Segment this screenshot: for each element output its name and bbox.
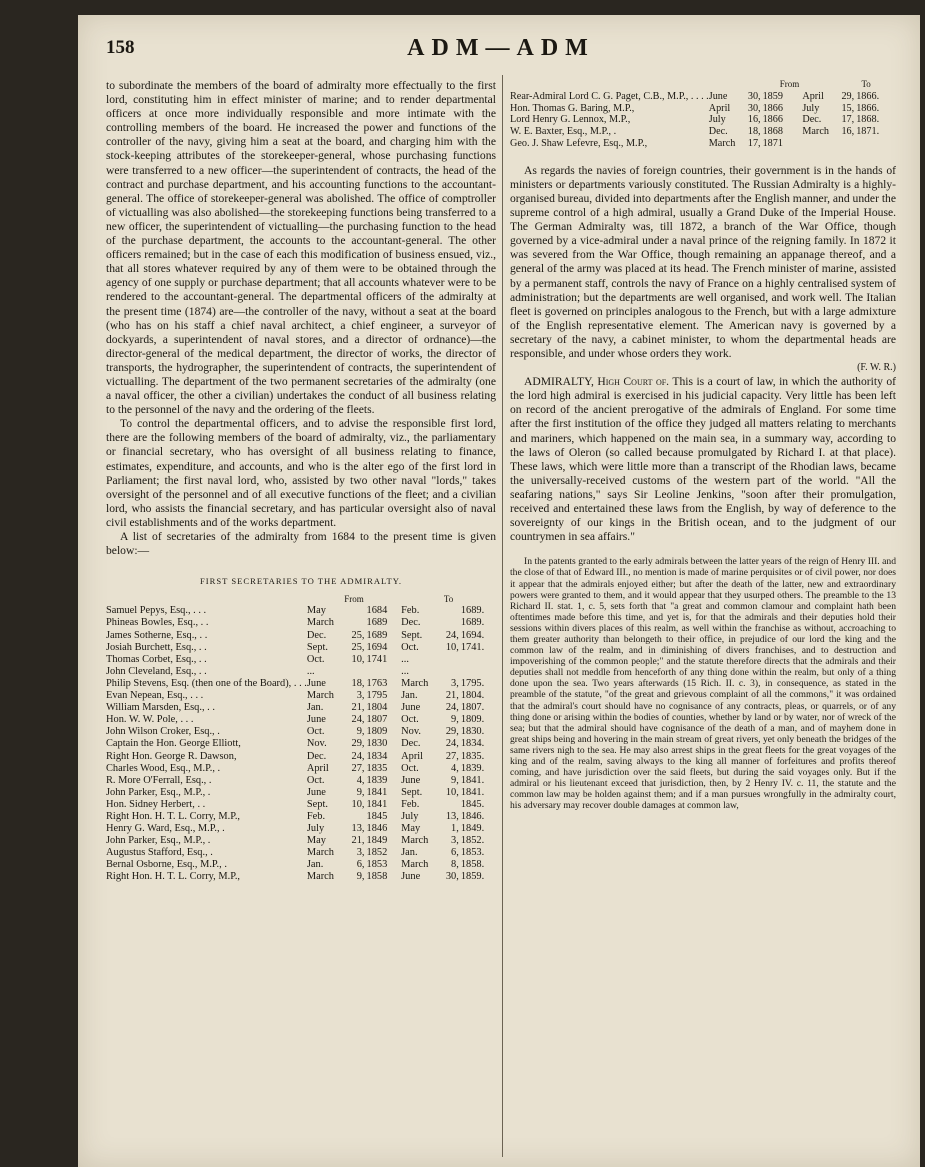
from-year: 1830 <box>366 738 388 750</box>
from-year <box>367 666 402 678</box>
from-day: 10, <box>351 798 365 810</box>
to-month: June <box>401 702 421 714</box>
from-month: Oct. <box>306 726 325 738</box>
from-month: Sept. <box>306 798 328 810</box>
secretary-name: Hon. W. W. Pole, . . . <box>106 714 194 726</box>
from-day: 24, <box>351 750 365 762</box>
to-day: 16, <box>841 126 855 138</box>
to-year: 1849. <box>460 823 485 835</box>
to-year: 1795. <box>460 677 485 689</box>
from-year: 1866 <box>762 114 783 126</box>
table-row <box>106 617 496 629</box>
secretary-name: Josiah Burchett, Esq., . . <box>106 641 207 653</box>
table-row <box>510 138 896 150</box>
secretary-name: John Parker, Esq., M.P., . <box>106 786 211 798</box>
from-day: 18, <box>351 677 365 689</box>
table-header-row <box>510 79 896 91</box>
table-row <box>106 823 496 835</box>
to-day: 24, <box>445 629 459 641</box>
to-month: March <box>401 677 429 689</box>
right-paragraph-3: In the patents granted to the early admirals between the latter years of the reign of Henry III. and the close of that of Edward III., no mention is made of marine perquisites or of civil power, nor does it appear that the admirals enjoyed either; but after the death of the latter, new and extraordinary powers were granted to them, and it would appear that they usurped others. The preamble to the 13 Richard II. stat. 1, c. 5, sets forth that "a great and common clamour and complaint hath been oftentimes made before this time, and yet is, for that the admirals and their deputies hold their sessions within divers places of this realm, as well within the franchise as without, accroaching to them greater authority than belongeth to their office, in prejudice of our lord the king and the common law of the realm, and in diminishing of divers franchises, and to destruction and impoverishing of the common people;" and the statute therefore directs that the admirals and their deputies shall not meddle from henceforth of any thing done within the realm, but only of a thing done upon the sea. Two years afterwards (15 Rich. II. c. 3), in consequence, as stated in the preamble of the statute, "of the great and grievous complaint of all the commons," it was ordained that the admiral's court should have no cognisance of any contracts, pleas, or quarrels, or of any thing done or arising within the bodies of counties, whether by land or by water, nor of wreck of the sea; but that the admiral should have cognisance of the death of a man, and of mayhem done in great ships being and hovering in the main stream of great rivers, yet only beneath the bridges of the same rivers nigh to the sea. He may also arrest ships in the great fleets for the great voyages of the king and of the realm, saving always to the king all manner of forfeitures and profits thereof coming, and have jurisdiction over the said fleets, but during the said voyages only. But if the admiral or his lieutenant exceed that jurisdiction, then, by 2 Henry IV. c. 11, the statute and the common law may be holden against them; and if a man pursues wrongfully in the admiralty court, his adversary may recover double damages at common law, <box>510 556 896 812</box>
from-day: 9, <box>356 871 365 883</box>
secretary-name: John Parker, Esq., M.P., . <box>106 835 211 847</box>
from-year: 1684 <box>366 605 388 617</box>
to-year: 1809. <box>460 714 485 726</box>
from-day: 27, <box>351 762 365 774</box>
to-month: Sept. <box>401 786 423 798</box>
to-day: 29, <box>841 90 855 102</box>
to-year: 1839. <box>460 762 485 774</box>
secretary-name: John Wilson Croker, Esq., . <box>106 726 220 738</box>
to-month <box>802 138 836 150</box>
from-day <box>344 617 366 629</box>
to-year: 1689. <box>460 617 485 629</box>
to-day: 8, <box>451 859 459 871</box>
to-day: 3, <box>451 835 459 847</box>
table-row <box>106 871 496 883</box>
from-month: March <box>306 617 334 629</box>
to-day: 29, <box>445 726 459 738</box>
from-month: Feb. <box>306 810 326 822</box>
from-month: March <box>306 871 334 883</box>
from-month: Dec. <box>306 750 327 762</box>
from-year: 1839 <box>366 774 388 786</box>
to-month: Oct. <box>401 714 419 726</box>
table-row <box>106 775 496 787</box>
section-heading: ADMIRALTY, High Court of. <box>524 375 670 389</box>
to-day: 13, <box>445 810 459 822</box>
to-day <box>439 666 461 678</box>
to-year: 1841. <box>460 786 485 798</box>
book-page <box>78 15 920 1167</box>
from-day: 13, <box>351 823 365 835</box>
to-day: 17, <box>841 114 855 126</box>
from-day: 4, <box>356 774 365 786</box>
to-year: 1845. <box>460 798 485 810</box>
secretary-name: Bernal Osborne, Esq., M.P., . <box>106 859 227 871</box>
from-header: From <box>779 79 800 89</box>
from-year: 1834 <box>366 750 388 762</box>
from-year: 1835 <box>366 762 388 774</box>
to-year: 1694. <box>460 629 485 641</box>
table-row <box>106 714 496 726</box>
to-year: 1834. <box>460 738 485 750</box>
secretaries-table <box>106 593 496 883</box>
to-day: 30, <box>445 871 459 883</box>
from-month: Oct. <box>306 653 325 665</box>
secretaries-table-title: FIRST SECRETARIES TO THE ADMIRALTY. <box>199 576 402 587</box>
secretary-name: Philip Stevens, Esq. (then one of the Board), . . . <box>106 677 307 689</box>
from-year: 1846 <box>366 823 388 835</box>
to-month: Dec. <box>401 738 421 750</box>
table-row <box>106 835 496 847</box>
from-year: 1804 <box>366 702 388 714</box>
from-year: 1763 <box>366 677 388 689</box>
left-paragraph-3: A list of secretaries of the admiralty from 1684 to the present time is given below:— <box>106 530 496 558</box>
from-day: 10, <box>351 653 365 665</box>
from-month: June <box>708 90 728 102</box>
to-day: 10, <box>445 786 459 798</box>
to-month: Dec. <box>802 114 822 126</box>
from-day: 24, <box>351 714 365 726</box>
to-header: To <box>443 594 454 605</box>
from-day <box>344 811 366 823</box>
to-day: 21, <box>445 690 459 702</box>
table-row <box>106 726 496 738</box>
to-day <box>439 799 461 811</box>
from-month: ... <box>306 665 315 677</box>
to-year: 1841. <box>460 774 485 786</box>
secretary-name: Right Hon. H. T. L. Corry, M.P., <box>106 810 241 822</box>
secretaries-table-continued <box>510 79 896 150</box>
from-month: May <box>306 835 326 847</box>
from-year: 1852 <box>366 847 388 859</box>
table-row <box>106 605 496 617</box>
from-year: 1849 <box>366 835 388 847</box>
from-month: Sept. <box>306 641 328 653</box>
table-row <box>106 642 496 654</box>
from-year: 1866 <box>762 102 783 114</box>
from-month: July <box>708 114 726 126</box>
to-month: March <box>802 126 829 138</box>
secretary-name: R. More O'Ferrall, Esq., . <box>106 774 212 786</box>
to-month: May <box>401 823 421 835</box>
table-header-row <box>106 593 496 605</box>
from-year: 1689 <box>366 617 388 629</box>
table-row <box>106 763 496 775</box>
secretary-name: Captain the Hon. George Elliott, <box>106 738 241 750</box>
table-row <box>510 126 896 138</box>
to-day: 15, <box>841 102 855 114</box>
from-month: March <box>306 690 334 702</box>
to-year: 1807. <box>460 702 485 714</box>
to-day: 3, <box>451 677 459 689</box>
from-month: Dec. <box>306 629 327 641</box>
secretary-name: William Marsden, Esq., . . <box>106 702 215 714</box>
from-month: Dec. <box>708 126 728 138</box>
to-year: 1846. <box>460 810 485 822</box>
to-day: 9, <box>451 714 459 726</box>
page-number: 158 <box>106 37 135 58</box>
to-day: 9, <box>451 774 459 786</box>
table-row <box>510 103 896 115</box>
to-day <box>836 138 856 150</box>
to-month: March <box>401 859 429 871</box>
to-month: March <box>401 835 429 847</box>
to-month: Jan. <box>401 847 418 859</box>
from-day: 9, <box>356 726 365 738</box>
secretary-name: Right Hon. H. T. L. Corry, M.P., <box>106 871 241 883</box>
secretary-name: Hon. Sidney Herbert, . . <box>106 798 206 810</box>
to-year: 1741. <box>460 641 485 653</box>
to-month: April <box>802 90 824 102</box>
from-day: 16, <box>747 114 761 126</box>
table-row <box>106 666 496 678</box>
to-year <box>461 654 496 666</box>
left-paragraph-2: To control the departmental officers, and to advise the responsible first lord, there are the following members of the board of admiralty, viz., the parliamentary or financial secretary, who has oversight of all business relating to finance, estimates, expenditure, and accounts, and who is the alter ego of the first lord in Parliament; the first naval lord, who, assisted by two other naval "lords," takes oversight of the personnel and of all executive functions of the fleet; and a civilian lord, who assists the financial secretary, and has particular oversight also of naval civil establishments and of the works department. <box>106 417 496 529</box>
secretary-name: Lord Henry G. Lennox, M.P., <box>510 114 631 126</box>
secretary-name: Evan Nepean, Esq., . . . <box>106 690 204 702</box>
secretary-name: Geo. J. Shaw Lefevre, Esq., M.P., <box>510 137 648 149</box>
to-month: July <box>401 810 419 822</box>
to-month: June <box>401 774 421 786</box>
page-header <box>106 37 896 67</box>
to-month: Jan. <box>401 690 418 702</box>
to-day: 1, <box>451 823 459 835</box>
from-month: April <box>306 762 329 774</box>
to-year: 1689. <box>460 605 485 617</box>
to-month: Oct. <box>401 641 419 653</box>
to-month: Nov. <box>401 726 421 738</box>
secretary-name: Hon. Thomas G. Baring, M.P., <box>510 102 635 114</box>
secretary-name: James Sotherne, Esq., . . <box>106 629 208 641</box>
to-month: Sept. <box>401 629 423 641</box>
from-year: 1795 <box>366 690 388 702</box>
from-day <box>344 605 366 617</box>
from-month: June <box>306 714 326 726</box>
to-month: April <box>401 750 424 762</box>
from-year: 1741 <box>366 653 388 665</box>
secretary-name: Augustus Stafford, Esq., . <box>106 847 213 859</box>
to-day <box>439 654 461 666</box>
to-day: 6, <box>451 847 459 859</box>
to-year: 1868. <box>856 114 880 126</box>
to-month: ... <box>401 653 409 665</box>
to-year: 1853. <box>460 847 485 859</box>
right-column <box>510 79 896 811</box>
secretary-name: Thomas Corbet, Esq., . . <box>106 653 207 665</box>
from-month: March <box>708 137 736 149</box>
author-signoff: (F. W. R.) <box>857 362 896 374</box>
from-year: 1689 <box>366 629 388 641</box>
from-day: 21, <box>351 702 365 714</box>
secretary-name: Right Hon. George R. Dawson, <box>106 750 237 762</box>
to-year <box>856 138 896 150</box>
to-year: 1830. <box>460 726 485 738</box>
from-month: May <box>306 605 326 617</box>
secretary-name: Phineas Bowles, Esq., . . <box>106 617 209 629</box>
right-paragraph-2 <box>510 375 896 544</box>
from-month: July <box>306 823 325 835</box>
from-day: 21, <box>351 835 365 847</box>
secretary-name: Samuel Pepys, Esq., . . . <box>106 605 207 617</box>
left-paragraph-1: to subordinate the members of the board of admiralty more effectually to the first lord, constituting him in effect minister of marine; and to render departmental officers at once more individually responsible and more intimate with the controlling members of the board. He increased the power and functions of the controller of the navy, giving him a seat at the board, and charging him with the stock-keeping attributes of the storekeeper-general, whose purchasing functions were transferred to a new officer—the superintendent of contracts, the head of the contract and purchase department, and his accounting functions to the accountant-general. The office of storekeeper-general was abolished. The office of comptroller of victualling was also abolished—the storekeeping functions being transferred to a new officer, the superintendent of victualling—the purchasing function to the head of the purchase department, the accounts to the accountant-general. The other officers remained; but in the case of each this modification of business ensued, viz., that all stores whatever required by any of them were to be obtained through the agency of one supply or purchase department; that all accounts whatever were to be rendered to the accountant-general. The departmental officers of the admiralty at the present time (1874) are—the controller of the navy, without a seat at the board (who has on his staff a chief naval architect, a chief engineer, a surveyor of dockyards, a superintendent of naval stores, and a director of ordnance)—the director-general of the medical department, the director of works, the director of transports, the hydrographer, the superintendent of contracts, the superintendent of victualling. The department of the two permanent secretaries of the admiralty (one a naval officer, the other a civilian) undertakes the conduct of all business relating to the personnel of the navy and the ordering of the fleets. <box>106 79 496 417</box>
to-year: 1866. <box>856 90 880 102</box>
from-year: 1809 <box>366 726 388 738</box>
left-column <box>106 79 496 884</box>
from-header: From <box>344 594 364 605</box>
from-month: Nov. <box>306 738 327 750</box>
to-month: Oct. <box>401 762 419 774</box>
to-day: 24, <box>445 702 459 714</box>
to-year: 1804. <box>460 690 485 702</box>
to-year: 1871. <box>856 126 880 138</box>
from-year: 1841 <box>366 786 388 798</box>
to-day: 10, <box>445 641 459 653</box>
secretary-name: John Cleveland, Esq., . . <box>106 665 207 677</box>
signoff-row <box>510 361 896 375</box>
to-day: 27, <box>445 750 459 762</box>
from-day: 3, <box>356 690 365 702</box>
from-month: April <box>708 102 731 114</box>
from-day: 17, <box>747 137 761 149</box>
from-year: 1694 <box>366 641 388 653</box>
from-day: 25, <box>351 641 365 653</box>
table-row <box>106 751 496 763</box>
from-year: 1858 <box>366 871 388 883</box>
to-day: 4, <box>451 762 459 774</box>
from-day <box>344 666 366 678</box>
from-year: 1807 <box>366 714 388 726</box>
table-row <box>106 678 496 690</box>
from-day: 30, <box>747 90 761 102</box>
right-paragraph-1: As regards the navies of foreign countries, their government is in the hands of ministers or departments variously constituted. The Russian Admiralty is a highly-organised bureau, divided into departments after the English manner, and under the supreme control of a high admiral, usually a Grand Duke of the Imperial House. The German Admiralty was, till 1872, a branch of the War Office, though governed by a vice-admiral under a naval prince of the reigning family. In 1872 it was severed from the War Office, though remaining an appanage thereof, and a general of the army was placed at its head. The French minister of marine, assisted by a permanent staff, controls the navy of France on a highly centralised system of administration; but the departments are well organised, and work well. The Italian fleet is governed on principles analogous to the French, but with a large admixture of the English representative element. The American navy is governed by a secretary of the navy, a cabinet minister, to whom the departmental heads are responsible, and under whose orders they work. <box>510 163 896 360</box>
to-day: 24, <box>445 738 459 750</box>
table-row <box>106 654 496 666</box>
from-day: 18, <box>747 126 761 138</box>
from-day: 25, <box>351 629 365 641</box>
to-year: 1835. <box>460 750 485 762</box>
from-month: March <box>306 847 334 859</box>
from-year: 1845 <box>366 810 388 822</box>
to-year <box>461 666 496 678</box>
from-day: 6, <box>356 859 365 871</box>
from-month: Oct. <box>306 774 325 786</box>
to-month: Feb. <box>401 798 420 810</box>
from-month: Jan. <box>306 859 324 871</box>
table-row <box>106 630 496 642</box>
table-row <box>106 787 496 799</box>
from-month: June <box>306 786 326 798</box>
table-row <box>106 811 496 823</box>
from-year: 1841 <box>366 798 388 810</box>
column-divider <box>502 75 503 1157</box>
from-day: 3, <box>356 847 365 859</box>
from-year: 1853 <box>366 859 388 871</box>
table-row <box>106 847 496 859</box>
to-year: 1859. <box>460 871 485 883</box>
from-month: Jan. <box>306 702 324 714</box>
from-day: 9, <box>356 786 365 798</box>
to-year: 1866. <box>856 102 880 114</box>
secretary-name: W. E. Baxter, Esq., M.P., . <box>510 126 617 138</box>
to-year: 1858. <box>460 859 485 871</box>
to-day <box>439 617 461 629</box>
table-row <box>106 690 496 702</box>
right-paragraph-2-text: This is a court of law, in which the authority of the lord high admiral is exercised in his judicial capacity. Very little has been left on record of the ancient prerogative of the admirals of England. For some time after the first institution of the office they judged all matters relating to merchants and mariners, which happened on the main sea, in a summary way, according to the laws of Oleron (so called because promulgated by Richard I. at that place). These laws, which were little more than a transcript of the Rhodian laws, became the universally-received customs of the western part of the world. "All the seafaring nations," says Sir Leoline Jenkins, "soon after their promulgation, received and entertained these laws from the English, by way of deference to the sovereignty of our kings in the British ocean, and to the judgment of our countrymen in sea affairs." <box>510 375 896 544</box>
table-row <box>510 91 896 103</box>
table-row <box>106 702 496 714</box>
to-month: July <box>802 102 820 114</box>
to-year: 1852. <box>460 835 485 847</box>
from-month: June <box>306 677 326 689</box>
to-month: June <box>401 871 421 883</box>
to-month: Feb. <box>401 605 420 617</box>
secretary-name: Rear-Admiral Lord C. G. Paget, C.B., M.P., . . . . <box>510 90 709 102</box>
table-row <box>510 114 896 126</box>
to-month: Dec. <box>401 617 421 629</box>
to-header: To <box>861 79 871 89</box>
from-day: 29, <box>351 738 365 750</box>
secretary-name: Charles Wood, Esq., M.P., . <box>106 762 221 774</box>
secretary-name: Henry G. Ward, Esq., M.P., . <box>106 823 225 835</box>
running-title: ADM—ADM <box>407 35 595 61</box>
from-year: 1868 <box>762 126 783 138</box>
from-year: 1859 <box>762 90 783 102</box>
to-month: ... <box>401 665 409 677</box>
from-day: 30, <box>747 102 761 114</box>
from-year: 1871 <box>762 137 783 149</box>
table-row <box>106 799 496 811</box>
to-day <box>439 605 461 617</box>
table-row <box>106 738 496 750</box>
table-row <box>106 859 496 871</box>
